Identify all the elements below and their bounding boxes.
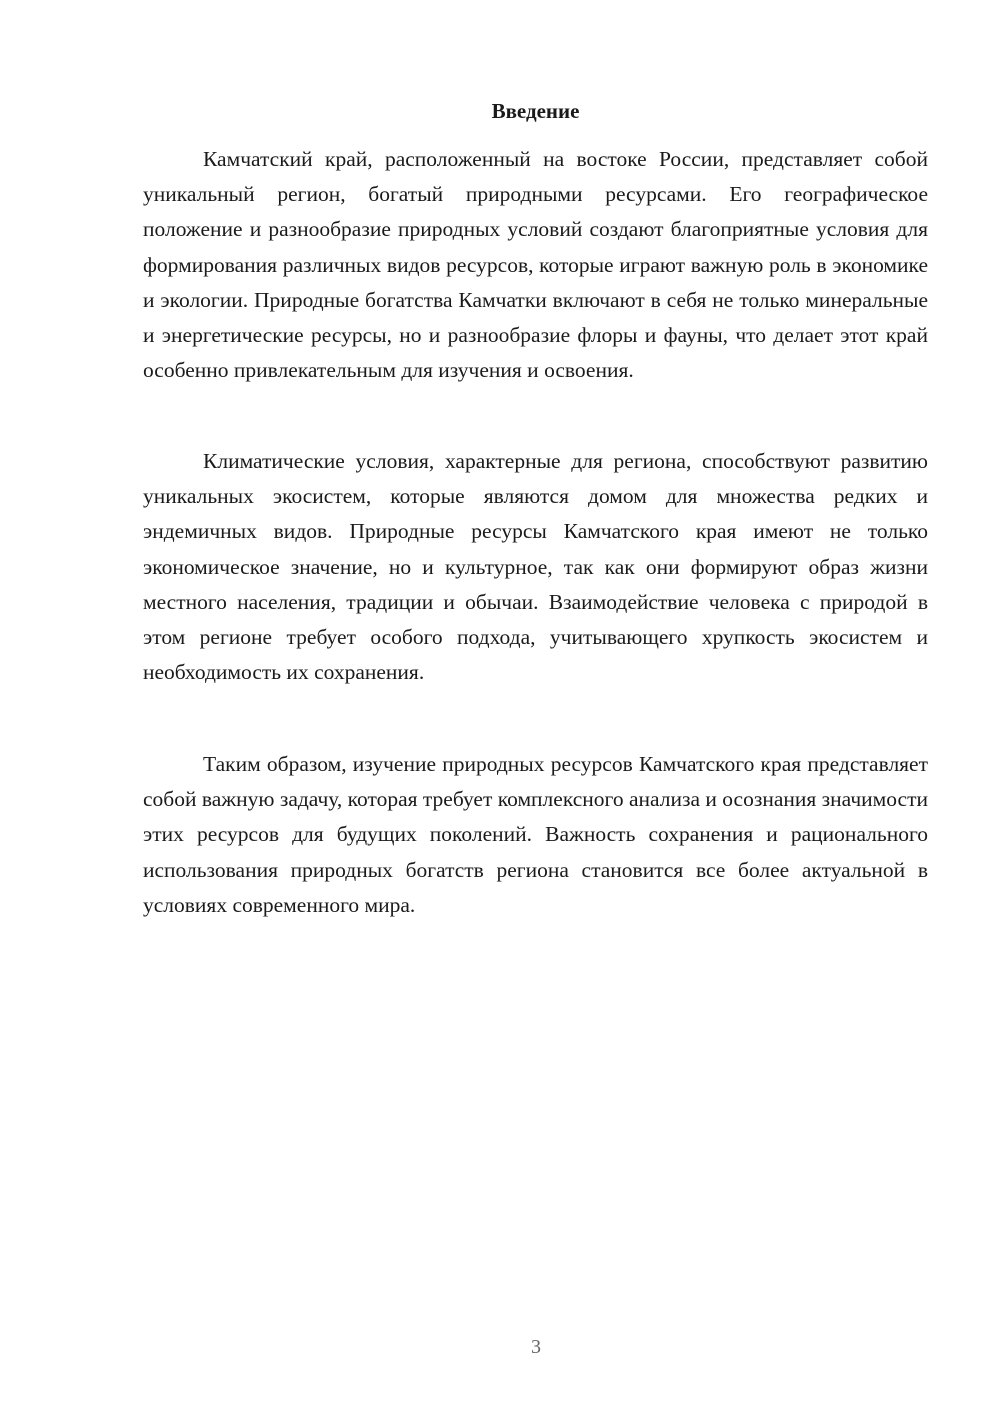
paragraph-2: Климатические условия, характерные для региона, способствуют развитию уникальных экосистем, которые являются домом для множества редких и эндемичных видов. Природные ресурсы Камчатского края имеют не только экономическое значение, но и культурное, так как они формируют образ жизни местного населения, традиции и обычаи. Взаимодействие человека с природой в этом регионе требует особого подхода, учитывающего хрупкость экосистем и необходимость их сохранения. [143, 449, 928, 685]
page-title: Введение [491, 99, 580, 123]
paragraph-1: Камчатский край, расположенный на востоке России, представляет собой уникальный регион, богатый природными ресурсами. Его географическое положение и разнообразие природных условий создают благоприятные условия для формирования различных видов ресурсов, которые играют важную роль в экономике и экологии. Природные богатства Камчатки включают в себя не только минеральные и энергетические ресурсы, но и разнообразие флоры и фауны, что делает этот край особенно привлекательным для изучения и освоения. [143, 147, 928, 383]
page-number: 3 [531, 1336, 541, 1358]
paragraph-3: Таким образом, изучение природных ресурсов Камчатского края представляет собой важную задачу, которая требует комплексного анализа и осознания значимости этих ресурсов для будущих поколений. Важность сохранения и рационального использования природных богатств региона становится все более актуальной в условиях современного мира. [143, 752, 928, 917]
